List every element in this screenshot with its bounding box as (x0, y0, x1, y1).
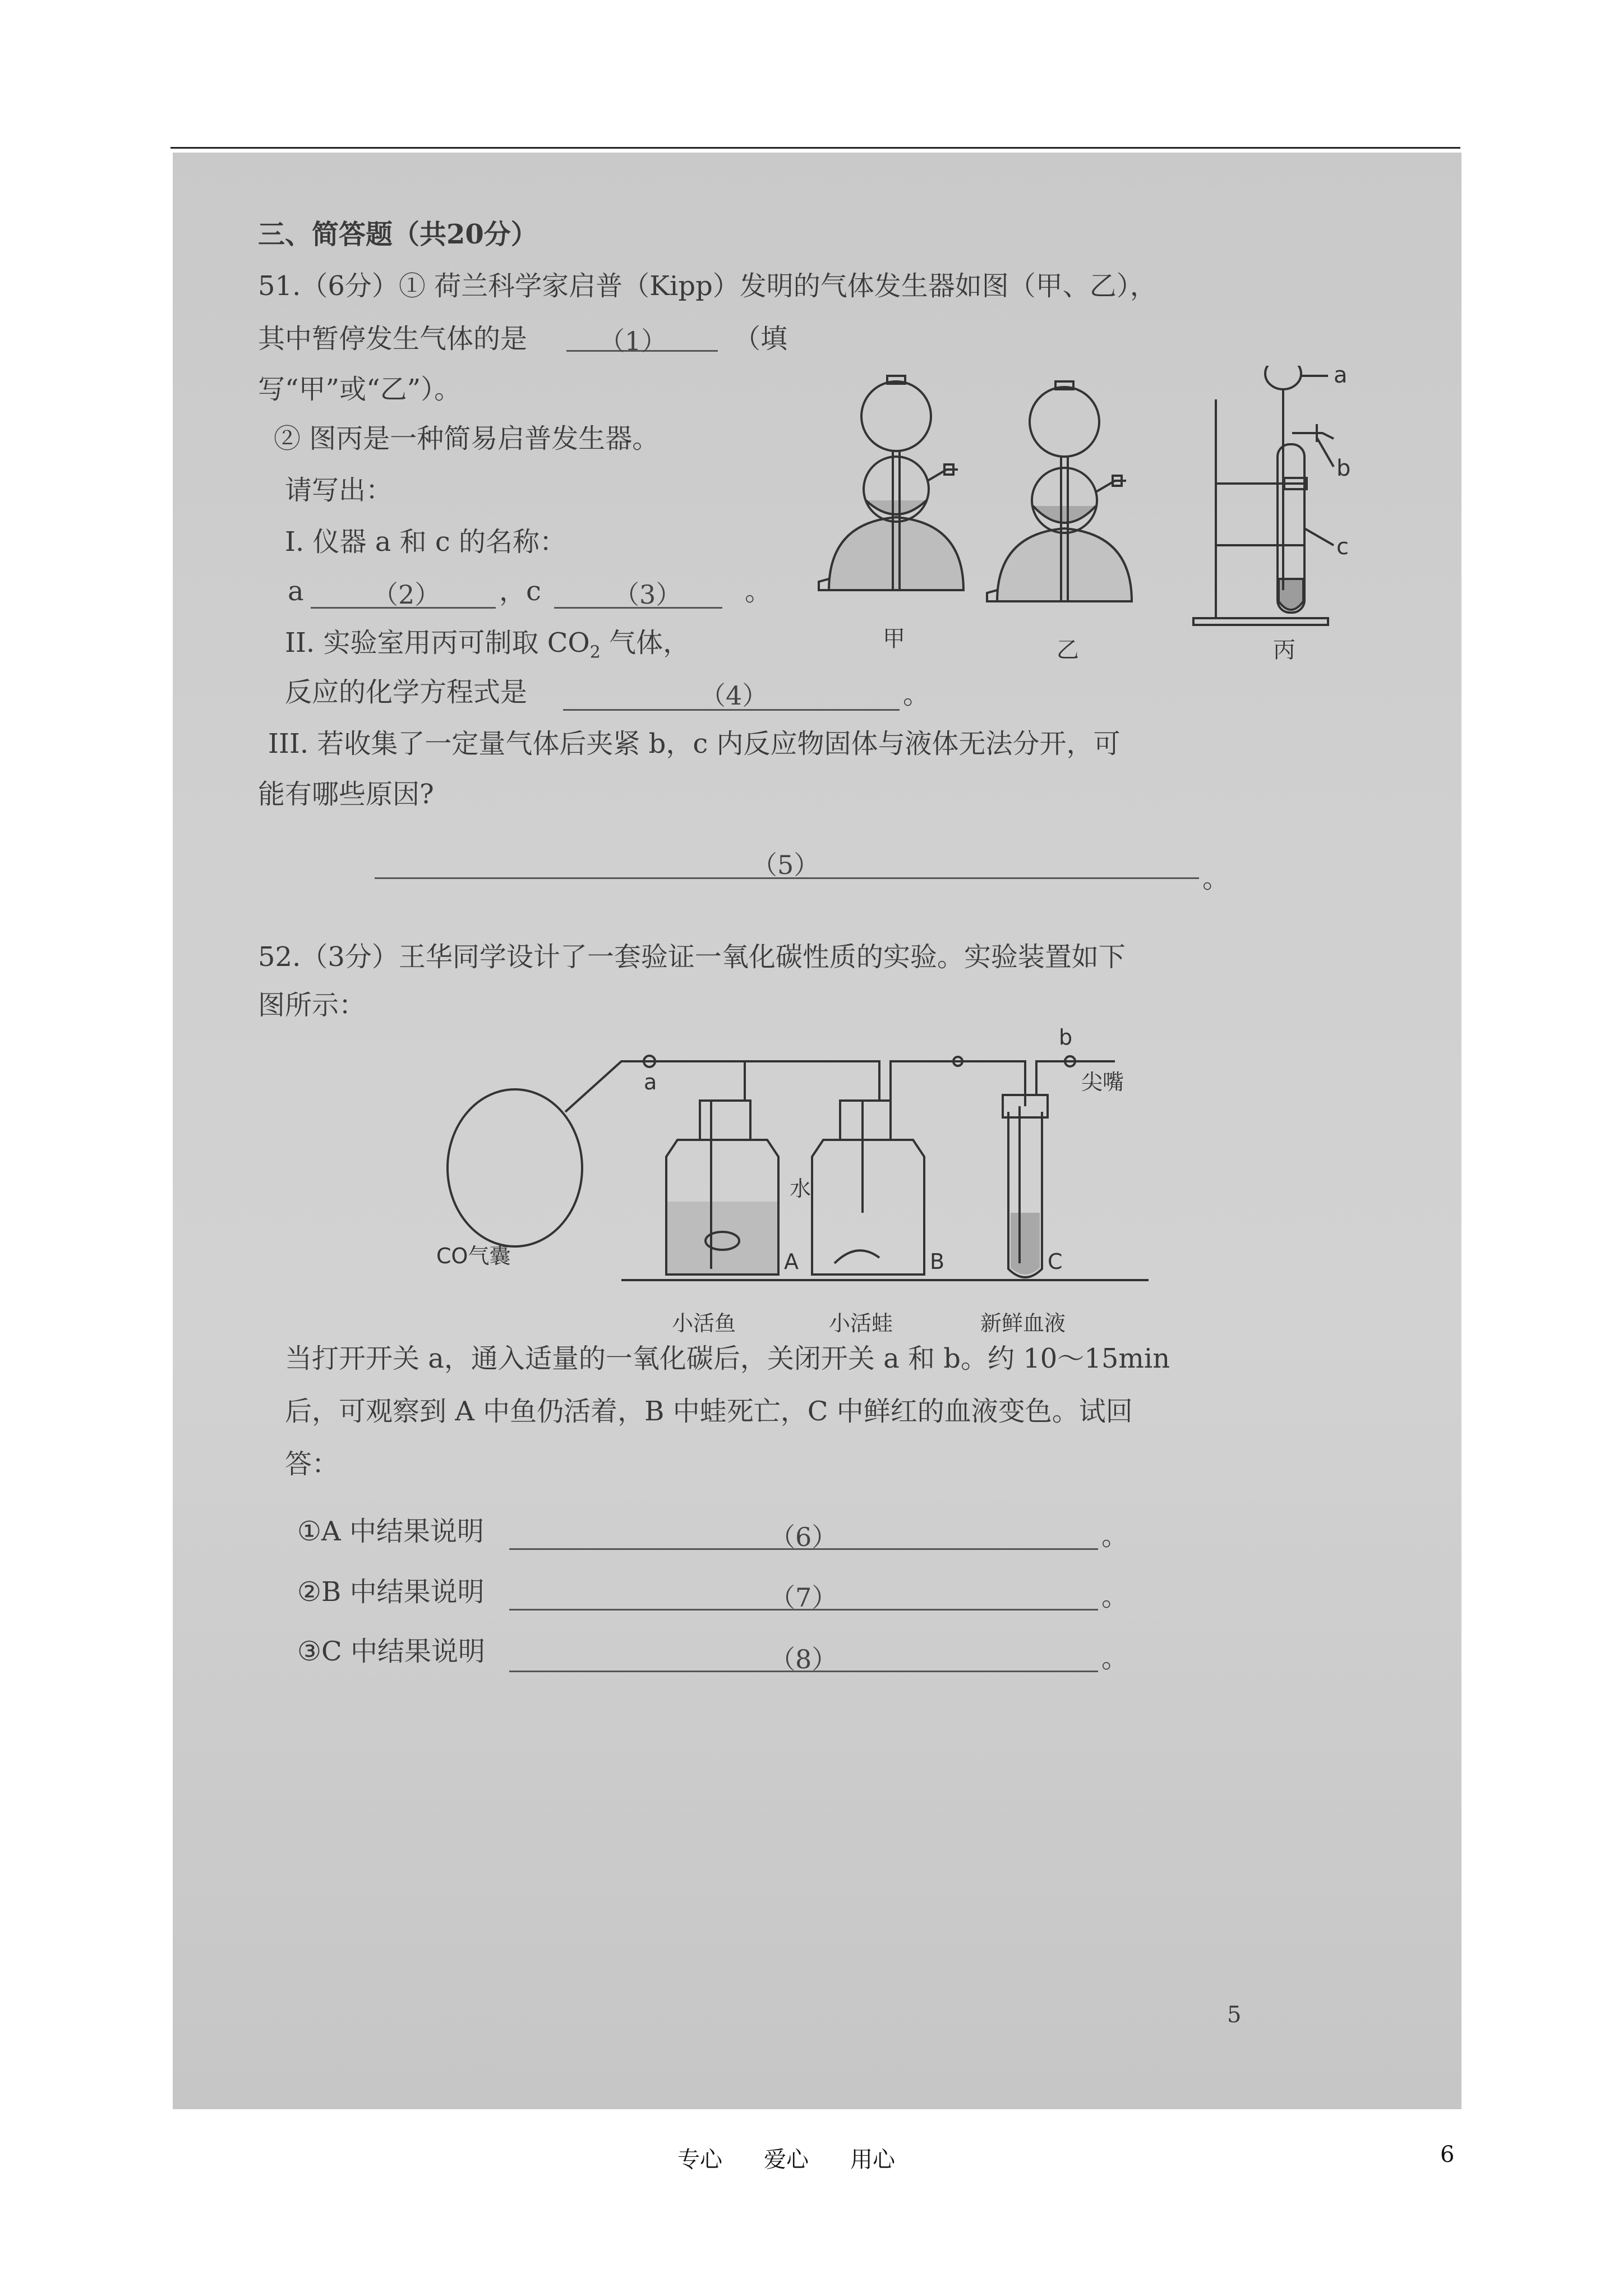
header-rule (170, 147, 1460, 149)
q51-line1: 51.（6分）① 荷兰科学家启普（Kipp）发明的气体发生器如图（甲、乙）， (258, 270, 1157, 302)
valve-b-label: b (1059, 1028, 1073, 1050)
q51-line8-text: II. 实验室用丙可制取 CO (285, 627, 590, 659)
q51-end-mark: 。 (745, 576, 772, 607)
q52-para2: 后，可观察到 A 中鱼仍活着，B 中蛙死亡，C 中鲜红的血液变色。试回 (285, 1396, 1133, 1427)
label-c: c (1336, 534, 1349, 560)
footer-slogan-1: 专心 (677, 2147, 722, 2173)
co-balloon (448, 1089, 582, 1246)
co-experiment-figure (431, 1028, 1283, 1342)
label-jia: 甲 (883, 626, 905, 652)
kipp-generator-yi (987, 381, 1132, 601)
kipp-apparatus-figure (812, 366, 1440, 669)
blank-1-label: （1） (599, 326, 667, 356)
blank-6-label: （6） (769, 1522, 838, 1552)
q51-end-mark-4: 。 (903, 679, 930, 710)
blank-2-label: （2） (372, 579, 441, 610)
label-a: a (1334, 366, 1348, 388)
q51-line2a: 其中暂停发生气体的是 (258, 323, 528, 355)
label-yi: 乙 (1057, 637, 1079, 663)
bottle-B (812, 1140, 924, 1274)
footer-slogan-3: 用心 (850, 2147, 895, 2173)
valve-a-label: a (644, 1070, 657, 1094)
nozzle-label: 尖嘴 (1081, 1070, 1124, 1094)
q51-a-prefix: a (288, 576, 304, 607)
blank-7-label: （7） (769, 1582, 838, 1613)
q51-line11: 能有哪些原因? (258, 779, 434, 810)
A-label: A (784, 1249, 799, 1274)
fish-label: 小活鱼 (672, 1311, 736, 1336)
water-label: 水 (790, 1176, 811, 1201)
q51-line6: I. 仪器 a 和 c 的名称： (285, 526, 567, 558)
q51-line8 (285, 626, 690, 670)
q51-line8b-text: 气体， (600, 627, 690, 659)
footer-page-number: 6 (1440, 2142, 1455, 2168)
C-label: C (1048, 1249, 1063, 1274)
q51-line3: 写“甲”或“乙”）。 (258, 374, 462, 405)
blank-8-label: （8） (769, 1644, 838, 1674)
blood-label: 新鲜血液 (980, 1311, 1066, 1336)
q51-line5: 请写出： (285, 475, 393, 506)
section-heading: 三、简答题（共20分） (258, 219, 538, 250)
blank-5-label: （5） (751, 850, 820, 880)
frog (834, 1250, 879, 1263)
q51-c-prefix: ，c (499, 576, 541, 607)
q52-result-3: ③C 中结果说明 (297, 1636, 486, 1667)
q52-result-2: ②B 中结果说明 (297, 1576, 485, 1608)
simple-kipp-generator-bing (1193, 366, 1334, 625)
q52-para3: 答： (285, 1448, 339, 1480)
B-label: B (930, 1249, 945, 1274)
q51-line4: ② 图丙是一种简易启普发生器。 (274, 423, 660, 454)
label-b: b (1336, 455, 1351, 481)
co2-subscript: 2 (589, 642, 601, 662)
scanned-page-photo (173, 153, 1461, 2109)
q52-end-mark-6: 。 (1101, 1520, 1129, 1552)
photo-page-number: 5 (1227, 2002, 1242, 2028)
q52-result-1: ①A 中结果说明 (297, 1516, 484, 1547)
q51-end-mark-5: 。 (1202, 863, 1230, 894)
q51-line10: III. 若收集了一定量气体后夹紧 b，c 内反应物固体与液体无法分开，可 (268, 728, 1121, 760)
q52-end-mark-7: 。 (1101, 1581, 1129, 1612)
blank-3-label: （3） (614, 579, 682, 610)
q52-end-mark-8: 。 (1101, 1642, 1129, 1674)
blank-4-label: （4） (700, 680, 768, 711)
q51-line2b: （填 (734, 323, 788, 355)
frog-label: 小活蛙 (829, 1311, 893, 1336)
footer-slogan-2: 爱心 (764, 2147, 809, 2173)
q52-line1: 52.（3分）王华同学设计了一套验证一氧化碳性质的实验。实验装置如下 (258, 941, 1126, 973)
q52-line2: 图所示： (258, 990, 366, 1021)
q51-line9: 反应的化学方程式是 (285, 677, 528, 708)
kipp-generator-jia (819, 376, 963, 590)
q52-para1: 当打开开关 a，通入适量的一氧化碳后，关闭开关 a 和 b。约 10～15min (285, 1343, 1170, 1374)
balloon-label: CO气囊 (436, 1244, 511, 1268)
label-bing: 丙 (1273, 637, 1295, 663)
